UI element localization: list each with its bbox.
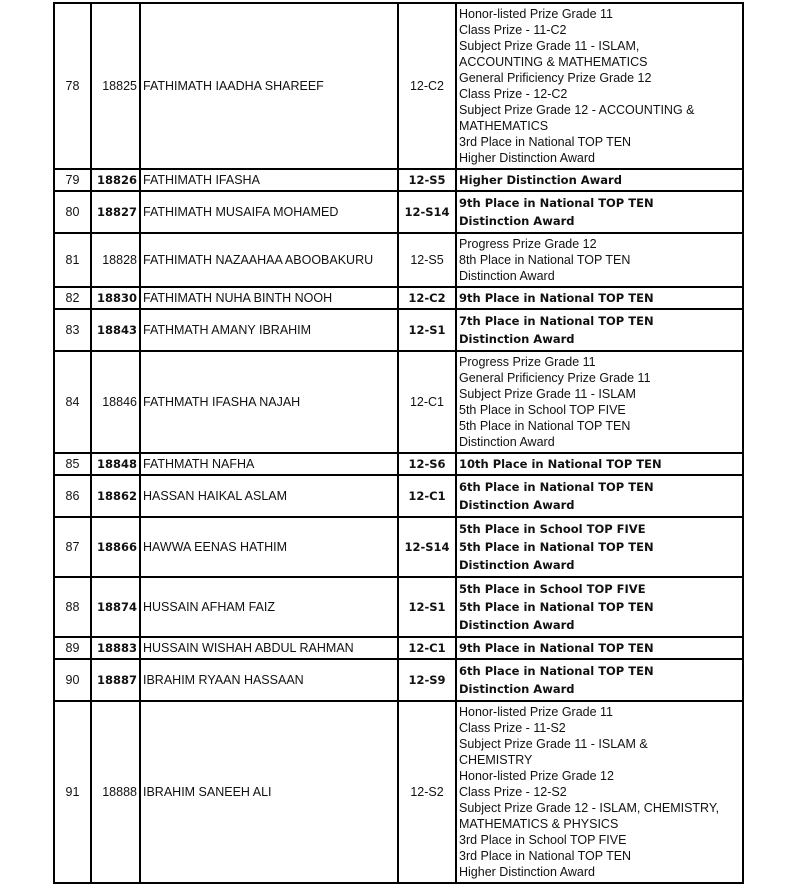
award-line: Progress Prize Grade 12 bbox=[459, 237, 597, 251]
award-line: General Prificiency Prize Grade 12 bbox=[459, 71, 652, 85]
student-name: HASSAN HAIKAL ASLAM bbox=[140, 475, 398, 517]
row-number: 81 bbox=[54, 233, 91, 287]
awards-cell bbox=[456, 287, 743, 309]
awards-cell bbox=[456, 3, 743, 169]
award-line: Higher Distinction Award bbox=[459, 151, 595, 165]
class-code: 12-S14 bbox=[398, 191, 456, 233]
table-row bbox=[54, 517, 743, 577]
table-row bbox=[54, 351, 743, 453]
row-number: 90 bbox=[54, 659, 91, 701]
table-row bbox=[54, 637, 743, 659]
class-code: 12-C1 bbox=[398, 475, 456, 517]
student-name: FATHIMATH IFASHA bbox=[140, 169, 398, 191]
award-line: 9th Place in National TOP TEN bbox=[459, 641, 654, 655]
awards-table bbox=[53, 2, 744, 884]
row-number: 79 bbox=[54, 169, 91, 191]
student-name: HUSSAIN AFHAM FAIZ bbox=[140, 577, 398, 637]
student-name: IBRAHIM SANEEH ALI bbox=[140, 701, 398, 883]
student-name: HUSSAIN WISHAH ABDUL RAHMAN bbox=[140, 637, 398, 659]
award-line: Distinction Award bbox=[459, 214, 575, 228]
award-line: General Prificiency Prize Grade 11 bbox=[459, 371, 651, 385]
table-row bbox=[54, 659, 743, 701]
student-id: 18828 bbox=[91, 233, 140, 287]
award-line: Distinction Award bbox=[459, 332, 575, 346]
class-code: 12-S5 bbox=[398, 169, 456, 191]
awards-table-body bbox=[54, 3, 743, 883]
awards-cell bbox=[456, 577, 743, 637]
awards-cell bbox=[456, 453, 743, 475]
award-line: Distinction Award bbox=[459, 682, 575, 696]
award-line: Subject Prize Grade 12 - ACCOUNTING & bbox=[459, 103, 695, 117]
award-line: 5th Place in National TOP TEN bbox=[459, 600, 654, 614]
award-line: 6th Place in National TOP TEN bbox=[459, 664, 654, 678]
award-line: Distinction Award bbox=[459, 558, 575, 572]
student-id: 18846 bbox=[91, 351, 140, 453]
row-number: 82 bbox=[54, 287, 91, 309]
row-number: 83 bbox=[54, 309, 91, 351]
award-line: 5th Place in School TOP FIVE bbox=[459, 522, 646, 536]
award-line: 5th Place in National TOP TEN bbox=[459, 419, 631, 433]
awards-cell bbox=[456, 701, 743, 883]
student-id: 18887 bbox=[91, 659, 140, 701]
table-row bbox=[54, 309, 743, 351]
award-line: 9th Place in National TOP TEN bbox=[459, 196, 654, 210]
awards-cell bbox=[456, 351, 743, 453]
student-id: 18866 bbox=[91, 517, 140, 577]
table-row bbox=[54, 475, 743, 517]
row-number: 88 bbox=[54, 577, 91, 637]
class-code: 12-S14 bbox=[398, 517, 456, 577]
student-name: FATHIMATH NAZAAHAA ABOOBAKURU bbox=[140, 233, 398, 287]
awards-cell bbox=[456, 475, 743, 517]
table-row bbox=[54, 169, 743, 191]
table-row bbox=[54, 453, 743, 475]
award-line: Subject Prize Grade 11 - ISLAM bbox=[459, 387, 636, 401]
student-id: 18883 bbox=[91, 637, 140, 659]
class-code: 12-S5 bbox=[398, 233, 456, 287]
row-number: 78 bbox=[54, 3, 91, 169]
award-line: Honor-listed Prize Grade 12 bbox=[459, 769, 614, 783]
awards-cell bbox=[456, 517, 743, 577]
award-line: Subject Prize Grade 12 - ISLAM, CHEMISTRY, bbox=[459, 801, 720, 815]
student-name: FATHMATH AMANY IBRAHIM bbox=[140, 309, 398, 351]
award-line: Higher Distinction Award bbox=[459, 173, 622, 187]
class-code: 12-C2 bbox=[398, 3, 456, 169]
table-row bbox=[54, 287, 743, 309]
table-row bbox=[54, 191, 743, 233]
student-name: IBRAHIM RYAAN HASSAAN bbox=[140, 659, 398, 701]
class-code: 12-S2 bbox=[398, 701, 456, 883]
award-line: 8th Place in National TOP TEN bbox=[459, 253, 631, 267]
award-line: MATHEMATICS bbox=[459, 119, 549, 133]
award-line: Honor-listed Prize Grade 11 bbox=[459, 7, 614, 21]
student-id: 18843 bbox=[91, 309, 140, 351]
award-line: Higher Distinction Award bbox=[459, 865, 595, 879]
student-name: FATHMATH NAFHA bbox=[140, 453, 398, 475]
award-line: MATHEMATICS & PHYSICS bbox=[459, 817, 619, 831]
student-name: FATHMATH IFASHA NAJAH bbox=[140, 351, 398, 453]
award-line: Class Prize - 12-S2 bbox=[459, 785, 567, 799]
awards-cell bbox=[456, 233, 743, 287]
table-row bbox=[54, 3, 743, 169]
row-number: 85 bbox=[54, 453, 91, 475]
class-code: 12-S1 bbox=[398, 309, 456, 351]
class-code: 12-S9 bbox=[398, 659, 456, 701]
student-id: 18826 bbox=[91, 169, 140, 191]
award-line: Class Prize - 11-C2 bbox=[459, 23, 567, 37]
student-name: FATHIMATH NUHA BINTH NOOH bbox=[140, 287, 398, 309]
student-name: FATHIMATH IAADHA SHAREEF bbox=[140, 3, 398, 169]
table-row bbox=[54, 233, 743, 287]
award-line: 5th Place in National TOP TEN bbox=[459, 540, 654, 554]
award-line: CHEMISTRY bbox=[459, 753, 533, 767]
award-line: 6th Place in National TOP TEN bbox=[459, 480, 654, 494]
awards-cell bbox=[456, 659, 743, 701]
row-number: 87 bbox=[54, 517, 91, 577]
student-id: 18862 bbox=[91, 475, 140, 517]
award-line: ACCOUNTING & MATHEMATICS bbox=[459, 55, 648, 69]
award-line: Class Prize - 12-C2 bbox=[459, 87, 568, 101]
award-line: 5th Place in School TOP FIVE bbox=[459, 403, 626, 417]
award-line: 3rd Place in National TOP TEN bbox=[459, 849, 632, 863]
awards-cell bbox=[456, 169, 743, 191]
award-line: Honor-listed Prize Grade 11 bbox=[459, 705, 614, 719]
award-line: Subject Prize Grade 11 - ISLAM, bbox=[459, 39, 640, 53]
award-line: Distinction Award bbox=[459, 435, 555, 449]
student-id: 18825 bbox=[91, 3, 140, 169]
student-id: 18874 bbox=[91, 577, 140, 637]
award-line: 3rd Place in School TOP FIVE bbox=[459, 833, 627, 847]
row-number: 89 bbox=[54, 637, 91, 659]
award-line: 9th Place in National TOP TEN bbox=[459, 291, 654, 305]
class-code: 12-S1 bbox=[398, 577, 456, 637]
award-line: Distinction Award bbox=[459, 269, 555, 283]
row-number: 80 bbox=[54, 191, 91, 233]
student-id: 18830 bbox=[91, 287, 140, 309]
class-code: 12-S6 bbox=[398, 453, 456, 475]
award-line: Class Prize - 11-S2 bbox=[459, 721, 566, 735]
awards-cell bbox=[456, 191, 743, 233]
row-number: 84 bbox=[54, 351, 91, 453]
class-code: 12-C1 bbox=[398, 637, 456, 659]
student-name: HAWWA EENAS HATHIM bbox=[140, 517, 398, 577]
awards-cell bbox=[456, 637, 743, 659]
student-id: 18848 bbox=[91, 453, 140, 475]
awards-cell bbox=[456, 309, 743, 351]
award-line: Distinction Award bbox=[459, 498, 575, 512]
class-code: 12-C1 bbox=[398, 351, 456, 453]
table-row bbox=[54, 577, 743, 637]
award-line: Progress Prize Grade 11 bbox=[459, 355, 596, 369]
award-line: Subject Prize Grade 11 - ISLAM & bbox=[459, 737, 648, 751]
row-number: 86 bbox=[54, 475, 91, 517]
award-line: 7th Place in National TOP TEN bbox=[459, 314, 654, 328]
student-id: 18888 bbox=[91, 701, 140, 883]
award-line: 10th Place in National TOP TEN bbox=[459, 457, 662, 471]
student-name: FATHIMATH MUSAIFA MOHAMED bbox=[140, 191, 398, 233]
table-row bbox=[54, 701, 743, 883]
award-line: 3rd Place in National TOP TEN bbox=[459, 135, 632, 149]
award-line: Distinction Award bbox=[459, 618, 575, 632]
row-number: 91 bbox=[54, 701, 91, 883]
student-id: 18827 bbox=[91, 191, 140, 233]
award-line: 5th Place in School TOP FIVE bbox=[459, 582, 646, 596]
class-code: 12-C2 bbox=[398, 287, 456, 309]
